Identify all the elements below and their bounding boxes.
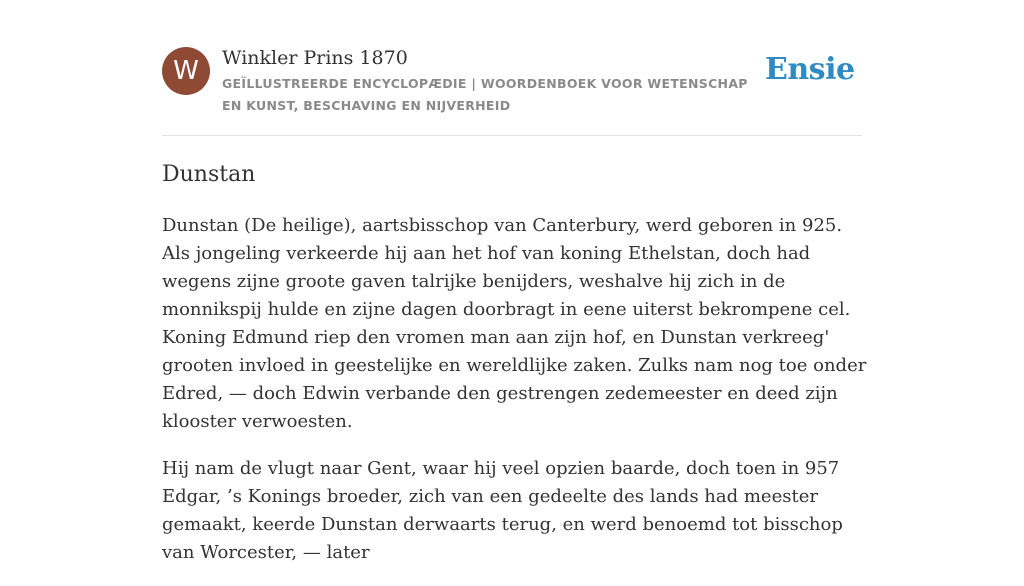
entry-body xyxy=(162,212,867,586)
publication-subtitle: GEÏLLUSTREERDE ENCYCLOPÆDIE | WOORDENBOEK VOOR WETENSCHAP EN KUNST, BESCHAVING EN NIJVERHEID xyxy=(222,76,748,113)
paragraph: Hij nam de vlugt naar Gent, waar hij veel opzien baarde, doch toen in 957 Edgar, ’s Konings broeder, zich van een gedeelte des lands had meester gemaakt, keerde Dunstan derwaarts terug, en werd benoemd tot bisschop van Worcester, — later xyxy=(162,458,843,563)
brand-logo-link[interactable]: Ensie xyxy=(765,52,855,87)
publication-title[interactable]: Winkler Prins 1870 xyxy=(222,47,408,69)
header xyxy=(162,46,862,116)
header-divider xyxy=(162,135,862,136)
avatar[interactable]: W xyxy=(162,47,210,95)
paragraph: Dunstan (De heilige), aartsbisschop van Canterbury, werd geboren in 925. Als jongeling verkeerde hij aan het hof van koning Ethelstan, doch had wegens zijne groote gaven talrijke benijders, weshalve hij zich in de monnikspij hulde en zijne dagen doorbragt in eene uiterst bekrompene cel. Koning Edmund riep den vromen man aan zijn hof, en Dunstan verkreeg' grooten invloed in geestelijke en wereldlijke zaken. Zulks nam nog toe onder Edred, — doch Edwin verbande den gestrengen zedemeester en deed zijn klooster verwoesten. xyxy=(162,215,867,432)
entry-title: Dunstan xyxy=(162,162,256,187)
